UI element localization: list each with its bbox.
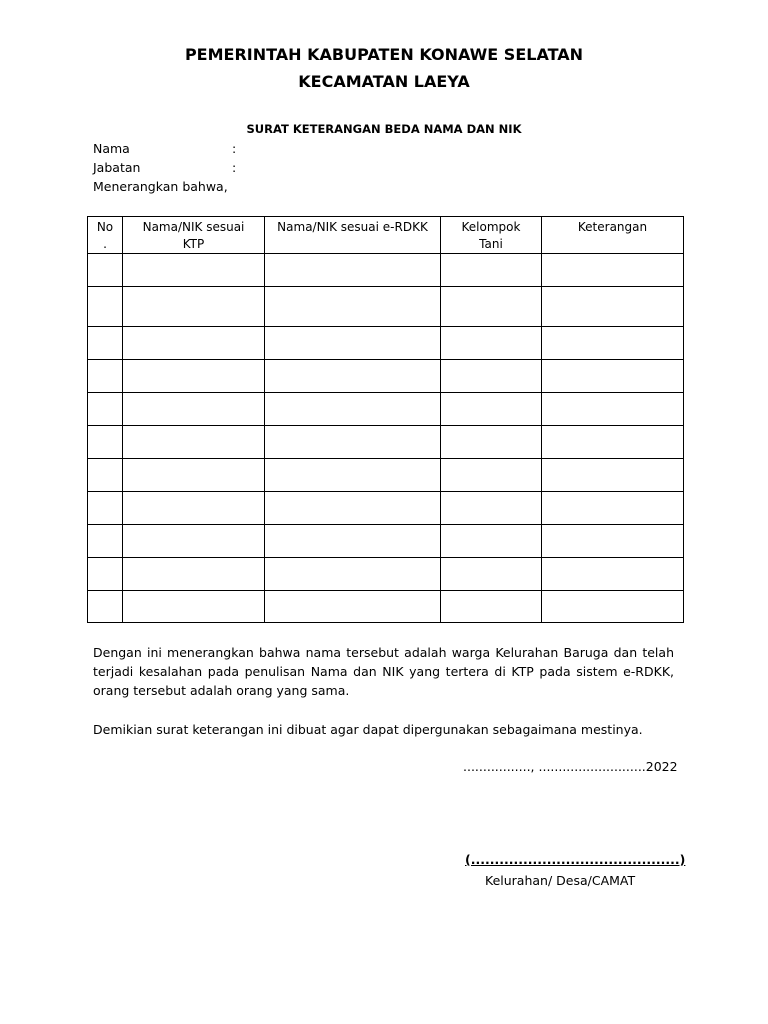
- header-government-name: PEMERINTAH KABUPATEN KONAWE SELATAN: [184, 45, 584, 64]
- table-cell: [265, 327, 441, 360]
- field-nama: [93, 140, 293, 158]
- header-kelompok-tani-line2: Tani: [479, 237, 503, 251]
- table-cell: [441, 393, 542, 426]
- table-cell: [123, 254, 265, 287]
- table-cell: [123, 393, 265, 426]
- table-row: [88, 426, 684, 459]
- table-cell: [88, 287, 123, 327]
- table-cell: [441, 591, 542, 623]
- table-cell: [441, 558, 542, 591]
- table-cell: [542, 287, 684, 327]
- table-cell: [542, 426, 684, 459]
- table-cell: [88, 558, 123, 591]
- table-cell: [123, 459, 265, 492]
- table-header-row: [88, 217, 684, 254]
- table-cell: [542, 591, 684, 623]
- signature-name-placeholder: (............................................): [465, 852, 686, 867]
- table-row: [88, 591, 684, 623]
- table-cell: [123, 327, 265, 360]
- table-row: [88, 525, 684, 558]
- table-cell: [123, 492, 265, 525]
- header-nama-ktp-line2: KTP: [182, 237, 205, 251]
- table-cell: [542, 459, 684, 492]
- table-cell: [542, 360, 684, 393]
- intro-text: Menerangkan bahwa,: [93, 179, 228, 194]
- field-nama-label: Nama: [93, 141, 130, 156]
- table-cell: [441, 360, 542, 393]
- table-row: [88, 393, 684, 426]
- table-cell: [123, 287, 265, 327]
- table-cell: [88, 327, 123, 360]
- header-kelompok-tani: [441, 217, 542, 254]
- table-row: [88, 287, 684, 327]
- table-row: [88, 558, 684, 591]
- table-row: [88, 360, 684, 393]
- table-cell: [265, 360, 441, 393]
- table-cell: [88, 360, 123, 393]
- paragraph-statement: Dengan ini menerangkan bahwa nama tersebut adalah warga Kelurahan Baruga dan telah terjadi kesalahan pada penulisan Nama dan NIK yang tertera di KTP pada sistem e-RDKK, orang tersebut adalah orang yang sama.: [93, 645, 674, 698]
- table-cell: [123, 360, 265, 393]
- table-row: [88, 254, 684, 287]
- header-no-line1: No: [96, 220, 114, 234]
- table-row: [88, 327, 684, 360]
- table-cell: [88, 426, 123, 459]
- table-cell: [88, 254, 123, 287]
- table-cell: [441, 525, 542, 558]
- table-cell: [265, 492, 441, 525]
- field-jabatan: [93, 159, 293, 177]
- date-line: ................., ...........................2022: [463, 759, 678, 774]
- table-cell: [265, 287, 441, 327]
- table-cell: [542, 327, 684, 360]
- field-nama-colon: :: [232, 141, 237, 156]
- table-cell: [441, 327, 542, 360]
- table-cell: [542, 393, 684, 426]
- table-cell: [542, 525, 684, 558]
- header-nama-erdkk-line1: Nama/NIK sesuai e-RDKK: [277, 220, 428, 234]
- header-nama-ktp: [123, 217, 265, 254]
- document-title: SURAT KETERANGAN BEDA NAMA DAN NIK: [246, 122, 522, 136]
- table-cell: [542, 492, 684, 525]
- header-kelompok-tani-line1: Kelompok: [461, 220, 521, 234]
- table-cell: [441, 254, 542, 287]
- table-cell: [265, 591, 441, 623]
- signature-title: Kelurahan/ Desa/CAMAT: [485, 873, 636, 888]
- table-cell: [265, 426, 441, 459]
- paragraph-closing: Demikian surat keterangan ini dibuat agar dapat dipergunakan sebagaimana mestinya.: [93, 722, 643, 737]
- table-cell: [88, 492, 123, 525]
- table-cell: [88, 459, 123, 492]
- header-nama-ktp-line1: Nama/NIK sesuai: [142, 220, 245, 234]
- table-cell: [265, 459, 441, 492]
- table-cell: [265, 393, 441, 426]
- table-cell: [441, 459, 542, 492]
- table-row: [88, 459, 684, 492]
- table-cell: [542, 254, 684, 287]
- table-cell: [265, 254, 441, 287]
- table-row: [88, 492, 684, 525]
- table-cell: [123, 591, 265, 623]
- table-cell: [123, 558, 265, 591]
- table-cell: [542, 558, 684, 591]
- table-cell: [441, 426, 542, 459]
- table-cell: [441, 287, 542, 327]
- table-cell: [265, 525, 441, 558]
- table-cell: [123, 525, 265, 558]
- field-jabatan-label: Jabatan: [93, 160, 141, 175]
- table-cell: [123, 426, 265, 459]
- table-cell: [88, 393, 123, 426]
- header-no-line2: .: [103, 237, 107, 251]
- table-cell: [265, 558, 441, 591]
- table-cell: [441, 492, 542, 525]
- header-nama-erdkk: [265, 217, 441, 254]
- header-keterangan: [542, 217, 684, 254]
- header-keterangan-line1: Keterangan: [577, 220, 648, 234]
- data-table: [87, 216, 684, 623]
- header-district-name: KECAMATAN LAEYA: [298, 72, 470, 91]
- table-cell: [88, 525, 123, 558]
- field-jabatan-colon: :: [232, 160, 237, 175]
- header-no: [88, 217, 123, 254]
- table-cell: [88, 591, 123, 623]
